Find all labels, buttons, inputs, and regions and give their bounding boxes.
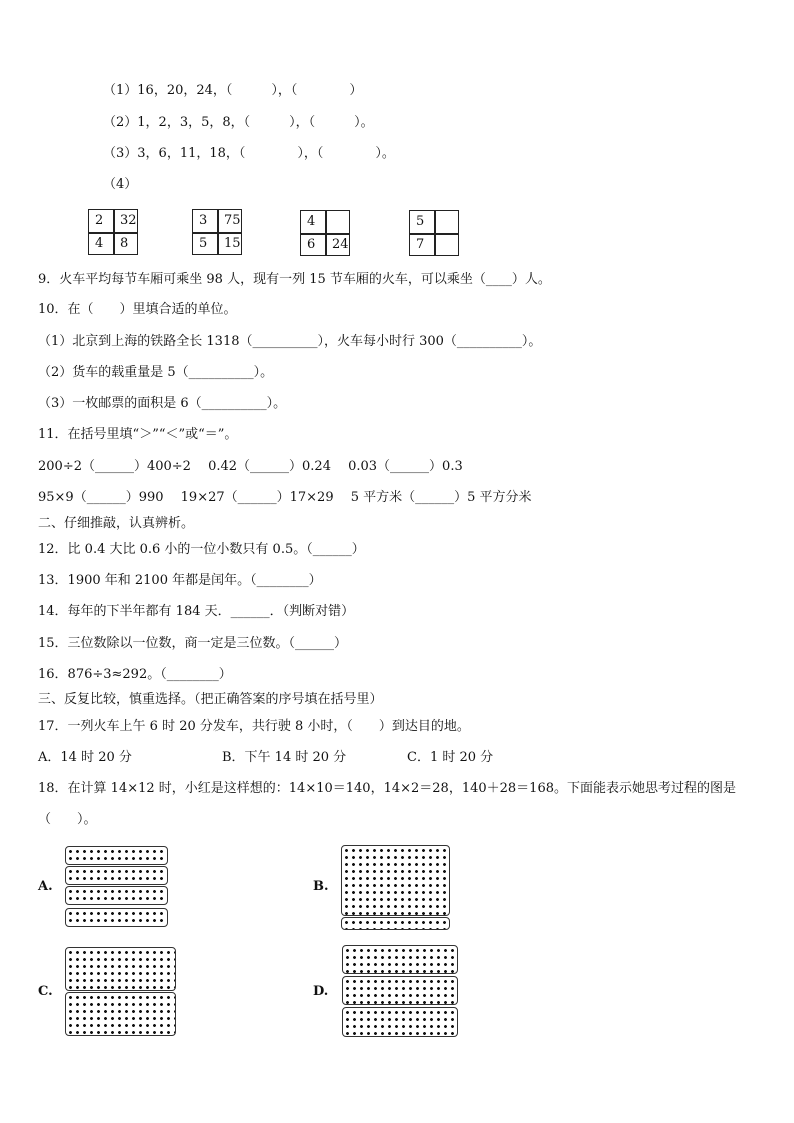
- grid-cell: 4: [95, 236, 104, 251]
- question-10-title: 10．在（ ）里填合适的单位。: [38, 302, 237, 317]
- grid-cell: 5: [416, 214, 425, 229]
- number-grid-1: [88, 209, 138, 255]
- dot-array: [341, 917, 450, 930]
- question-17-option-b: B．下午 14 时 20 分: [222, 750, 347, 765]
- seq-line-2: （2）1，2，3，5，8，（ ），（ ）。: [103, 115, 374, 130]
- grid-cell: 8: [120, 236, 129, 251]
- number-grid-2: [192, 209, 242, 255]
- question-14: 14．每年的下半年都有 184 天．______．（判断对错）: [38, 604, 355, 619]
- grid-cell: [435, 234, 459, 256]
- question-11-title: 11．在括号里填“＞”“＜”或“＝”。: [38, 427, 238, 442]
- grid-cell: 3: [199, 213, 208, 228]
- grid-cell: 7: [416, 237, 425, 252]
- question-18-paren: （ ）。: [38, 812, 97, 827]
- option-a-label: A.: [38, 879, 53, 894]
- question-9: 9．火车平均每节车厢可乘坐 98 人，现有一列 15 节车厢的火车，可以乘坐（____）人。: [38, 272, 551, 287]
- section-3-heading: 三、反复比较，慎重选择。（把正确答案的序号填在括号里）: [38, 692, 383, 707]
- section-2-heading: 二、仔细推敲，认真辨析。: [38, 516, 195, 531]
- grid-cell: 75: [224, 213, 241, 228]
- question-10-part-3: （3）一枚邮票的面积是 6（__________）。: [38, 396, 287, 411]
- seq-line-1: （1）16，20，24，（ ），（ ）: [103, 83, 363, 98]
- option-d-label: D.: [313, 984, 329, 999]
- dot-array: [342, 945, 458, 974]
- grid-cell: 2: [95, 213, 104, 228]
- dot-array: [342, 1007, 458, 1037]
- question-17-option-a: A．14 时 20 分: [38, 750, 132, 765]
- option-b-label: B.: [313, 879, 329, 894]
- option-c-label: C.: [38, 984, 53, 999]
- question-15: 15．三位数除以一位数，商一定是三位数。（______）: [38, 636, 348, 651]
- dot-array: [65, 947, 176, 991]
- question-17-title: 17．一列火车上午 6 时 20 分发车，共行驶 8 小时，（ ）到达目的地。: [38, 719, 470, 734]
- number-grid-3: [300, 210, 350, 256]
- grid-cell: 15: [224, 236, 241, 251]
- dot-array: [341, 845, 450, 916]
- question-18-title: 18．在计算 14×12 时，小红是这样想的：14×10＝140，14×2＝28，140＋28＝168。下面能表示她思考过程的图是: [38, 781, 736, 796]
- question-16: 16．876÷3≈292。（________）: [38, 667, 232, 682]
- dot-array: [65, 886, 168, 905]
- grid-cell: 24: [332, 237, 349, 252]
- seq-line-3: （3）3，6，11，18，（ ），（ ）。: [103, 146, 395, 161]
- dot-array: [65, 866, 168, 885]
- grid-cell: 4: [307, 214, 316, 229]
- grid-cell: 32: [120, 213, 137, 228]
- question-11-row-1: 200÷2（______）400÷2 0.42（______）0.24 0.03（______）0.3: [38, 459, 463, 474]
- dot-array: [65, 846, 168, 865]
- dot-array: [65, 992, 176, 1036]
- question-10-part-1: （1）北京到上海的铁路全长 1318（__________），火车每小时行 300（__________）。: [38, 334, 542, 349]
- question-17-option-c: C．1 时 20 分: [407, 750, 494, 765]
- number-grid-4: [409, 210, 459, 256]
- grid-cell: 6: [307, 237, 316, 252]
- question-13: 13．1900 年和 2100 年都是闰年。（________）: [38, 573, 322, 588]
- dot-array: [342, 976, 458, 1005]
- dot-array: [65, 908, 168, 927]
- grid-cell: [435, 211, 459, 233]
- seq-line-4: （4）: [103, 177, 138, 192]
- question-12: 12．比 0.4 大比 0.6 小的一位小数只有 0.5。（______）: [38, 542, 365, 557]
- question-10-part-2: （2）货车的载重量是 5（__________）。: [38, 365, 274, 380]
- grid-cell: [326, 211, 350, 233]
- question-11-row-2: 95×9（______）990 19×27（______）17×29 5 平方米（______）5 平方分米: [38, 490, 532, 505]
- grid-cell: 5: [199, 236, 208, 251]
